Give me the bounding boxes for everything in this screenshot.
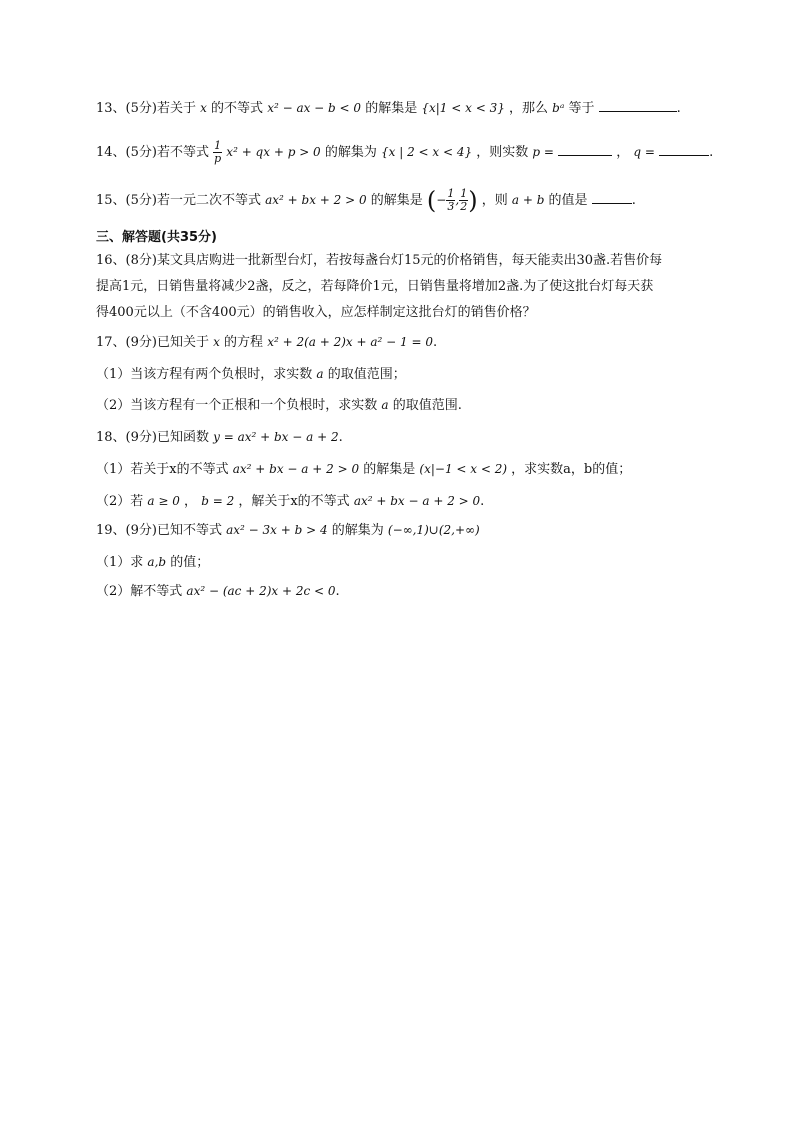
q18-sub2-prefix: （2）若 <box>96 494 144 509</box>
question-14: 14、(5分)若不等式 $\frac{1}{p}$ x² + qx + p > 0 的解集为 {x | 2 < x < 4} ，则实数 p = ， q = . <box>96 139 714 165</box>
q14-q-blank <box>659 143 709 156</box>
q18-end: . <box>338 430 343 445</box>
q13-var-x: x <box>200 101 207 115</box>
q14-prefix: 14、(5分)若不等式 <box>96 145 209 160</box>
q19-sub1-prefix: （1）求 <box>96 555 144 570</box>
q17-expr: x² + 2(a + 2)x + a² − 1 = 0 <box>267 335 433 349</box>
q18-sub2-mid: ，解关于x的不等式 <box>238 494 350 509</box>
q18-expr: y = ax² + bx − a + 2 <box>213 430 339 444</box>
q17-sub2-prefix: （2）当该方程有一个正根和一个负根时，求实数 <box>96 398 378 413</box>
q19-expr: ax² − 3x + b > 4 <box>226 523 328 537</box>
q15-fraction-1 <box>446 188 455 213</box>
q18-sub1-prefix: （1）若关于x的不等式 <box>96 462 229 477</box>
q18-sub2-cond2: b = 2 <box>201 494 235 508</box>
q14-mid2: ，则实数 <box>476 145 529 160</box>
q17-var-x: x <box>213 335 220 349</box>
q13-suffix: 等于 <box>568 101 595 116</box>
q19-prefix: 19、(9分)已知不等式 <box>96 523 222 538</box>
q19-sub-1 <box>96 553 209 572</box>
q17-end: . <box>432 335 438 350</box>
q17-mid: 的方程 <box>224 335 264 350</box>
q15-close-paren: ) <box>468 186 478 215</box>
q15-open-paren: ( <box>426 186 437 215</box>
q18-sub1-suffix: ，求实数a，b的值； <box>511 462 632 477</box>
q15-prefix: 15、(5分)若一元二次不等式 <box>96 193 261 208</box>
q13-mid2: 的解集是 <box>365 101 418 116</box>
q18-sub2-sep: ， <box>184 494 198 509</box>
q18-prefix: 18、(9分)已知函数 <box>96 430 209 445</box>
q15-answer-blank <box>592 191 632 204</box>
q19-mid: 的解集为 <box>331 523 384 538</box>
q18-sub1-expr: ax² + bx − a + 2 > 0 <box>232 462 360 476</box>
q17-sub-1 <box>96 365 406 384</box>
q15-frac2-den: 2 <box>460 200 468 213</box>
q13-set: {x|1 < x < 3} <box>421 101 505 115</box>
q19-sub1-vars: a,b <box>147 555 167 569</box>
q14-fraction <box>213 140 222 165</box>
q19-sub2-end: . <box>335 584 340 599</box>
q15-frac1-num: 1 <box>447 187 455 200</box>
q19-set: (−∞,1)∪(2,+∞) <box>387 523 480 537</box>
q17-sub-2 <box>96 396 462 415</box>
q14-p-blank <box>558 143 612 156</box>
q16-line-3: 得400元以上（不含400元）的销售收入，应怎样制定这批台灯的销售价格？ <box>96 305 536 320</box>
q14-frac-den: p <box>214 152 222 165</box>
q14-mid1: 的解集为 <box>324 145 377 160</box>
q16-line-1: 16、(8分)某文具店购进一批新型台灯，若按每盏台灯15元的价格销售，每天能卖出30盏.若售价每 <box>96 253 663 268</box>
q14-q-eq: q = <box>633 145 655 159</box>
q15-mid2: ，则 <box>481 193 508 208</box>
q18-sub-1 <box>96 460 631 479</box>
question-13: 13、(5分)若关于 x 的不等式 x² − ax − b < 0 的解集是 {x|1 < x < 3} ，那么 bᵃ 等于 . <box>96 101 681 116</box>
q14-sep: ， <box>616 145 630 160</box>
q15-frac1-den: 3 <box>447 200 455 213</box>
question-17 <box>96 333 437 352</box>
q17-sub1-var: a <box>316 367 324 381</box>
q15-fraction-2 <box>459 188 468 213</box>
q13-expr: x² − ax − b < 0 <box>267 101 362 115</box>
q18-sub1-set: (x|−1 < x < 2) <box>419 462 508 476</box>
q18-sub2-end: . <box>480 494 485 509</box>
q17-sub1-suffix: 的取值范围； <box>327 367 406 382</box>
question-19 <box>96 521 480 540</box>
q14-expr: x² + qx + p > 0 <box>226 145 321 159</box>
q17-sub2-var: a <box>381 398 389 412</box>
q16-line-2: 提高1元，日销售量将减少2盏，反之，若每降价1元，日销售量将增加2盏.为了使这批台灯每天获 <box>96 279 654 294</box>
q15-suffix: 的值是 <box>548 193 588 208</box>
question-18 <box>96 428 343 447</box>
q15-ab: a + b <box>511 193 545 207</box>
q19-sub-2 <box>96 582 340 601</box>
q18-sub2-expr: ax² + bx − a + 2 > 0 <box>353 494 481 508</box>
q14-set: {x | 2 < x < 4} <box>381 145 473 159</box>
q17-sub2-suffix: 的取值范围. <box>392 398 462 413</box>
q18-sub2-cond1: a ≥ 0 <box>147 494 180 508</box>
q14-frac-num: 1 <box>214 139 222 152</box>
q17-sub1-prefix: （1）当该方程有两个负根时，求实数 <box>96 367 313 382</box>
q19-sub2-prefix: （2）解不等式 <box>96 584 183 599</box>
q13-prefix: 13、(5分)若关于 <box>96 101 196 116</box>
q18-sub1-mid: 的解集是 <box>363 462 416 477</box>
q14-p-eq: p = <box>532 145 554 159</box>
q13-power: bᵃ <box>552 101 565 115</box>
q17-prefix: 17、(9分)已知关于 <box>96 335 209 350</box>
q13-mid1: 的不等式 <box>211 101 264 116</box>
q13-mid3: ，那么 <box>508 101 548 116</box>
question-15: 15、(5分)若一元二次不等式 ax² + bx + 2 > 0 的解集是 (− $\frac{1}{3}$ , $\frac{1}{2}$ ) ，则 a + b 的值是 . <box>96 186 636 215</box>
section-3-title: 三、解答题(共35分) <box>96 230 217 245</box>
q18-sub-2 <box>96 492 484 511</box>
q19-sub1-suffix: 的值； <box>170 555 210 570</box>
q13-answer-blank <box>599 99 677 112</box>
q19-sub2-expr: ax² − (ac + 2)x + 2c < 0 <box>186 584 336 598</box>
q15-expr: ax² + bx + 2 > 0 <box>265 193 367 207</box>
q15-frac2-num: 1 <box>460 187 468 200</box>
q15-mid1: 的解集是 <box>370 193 423 208</box>
